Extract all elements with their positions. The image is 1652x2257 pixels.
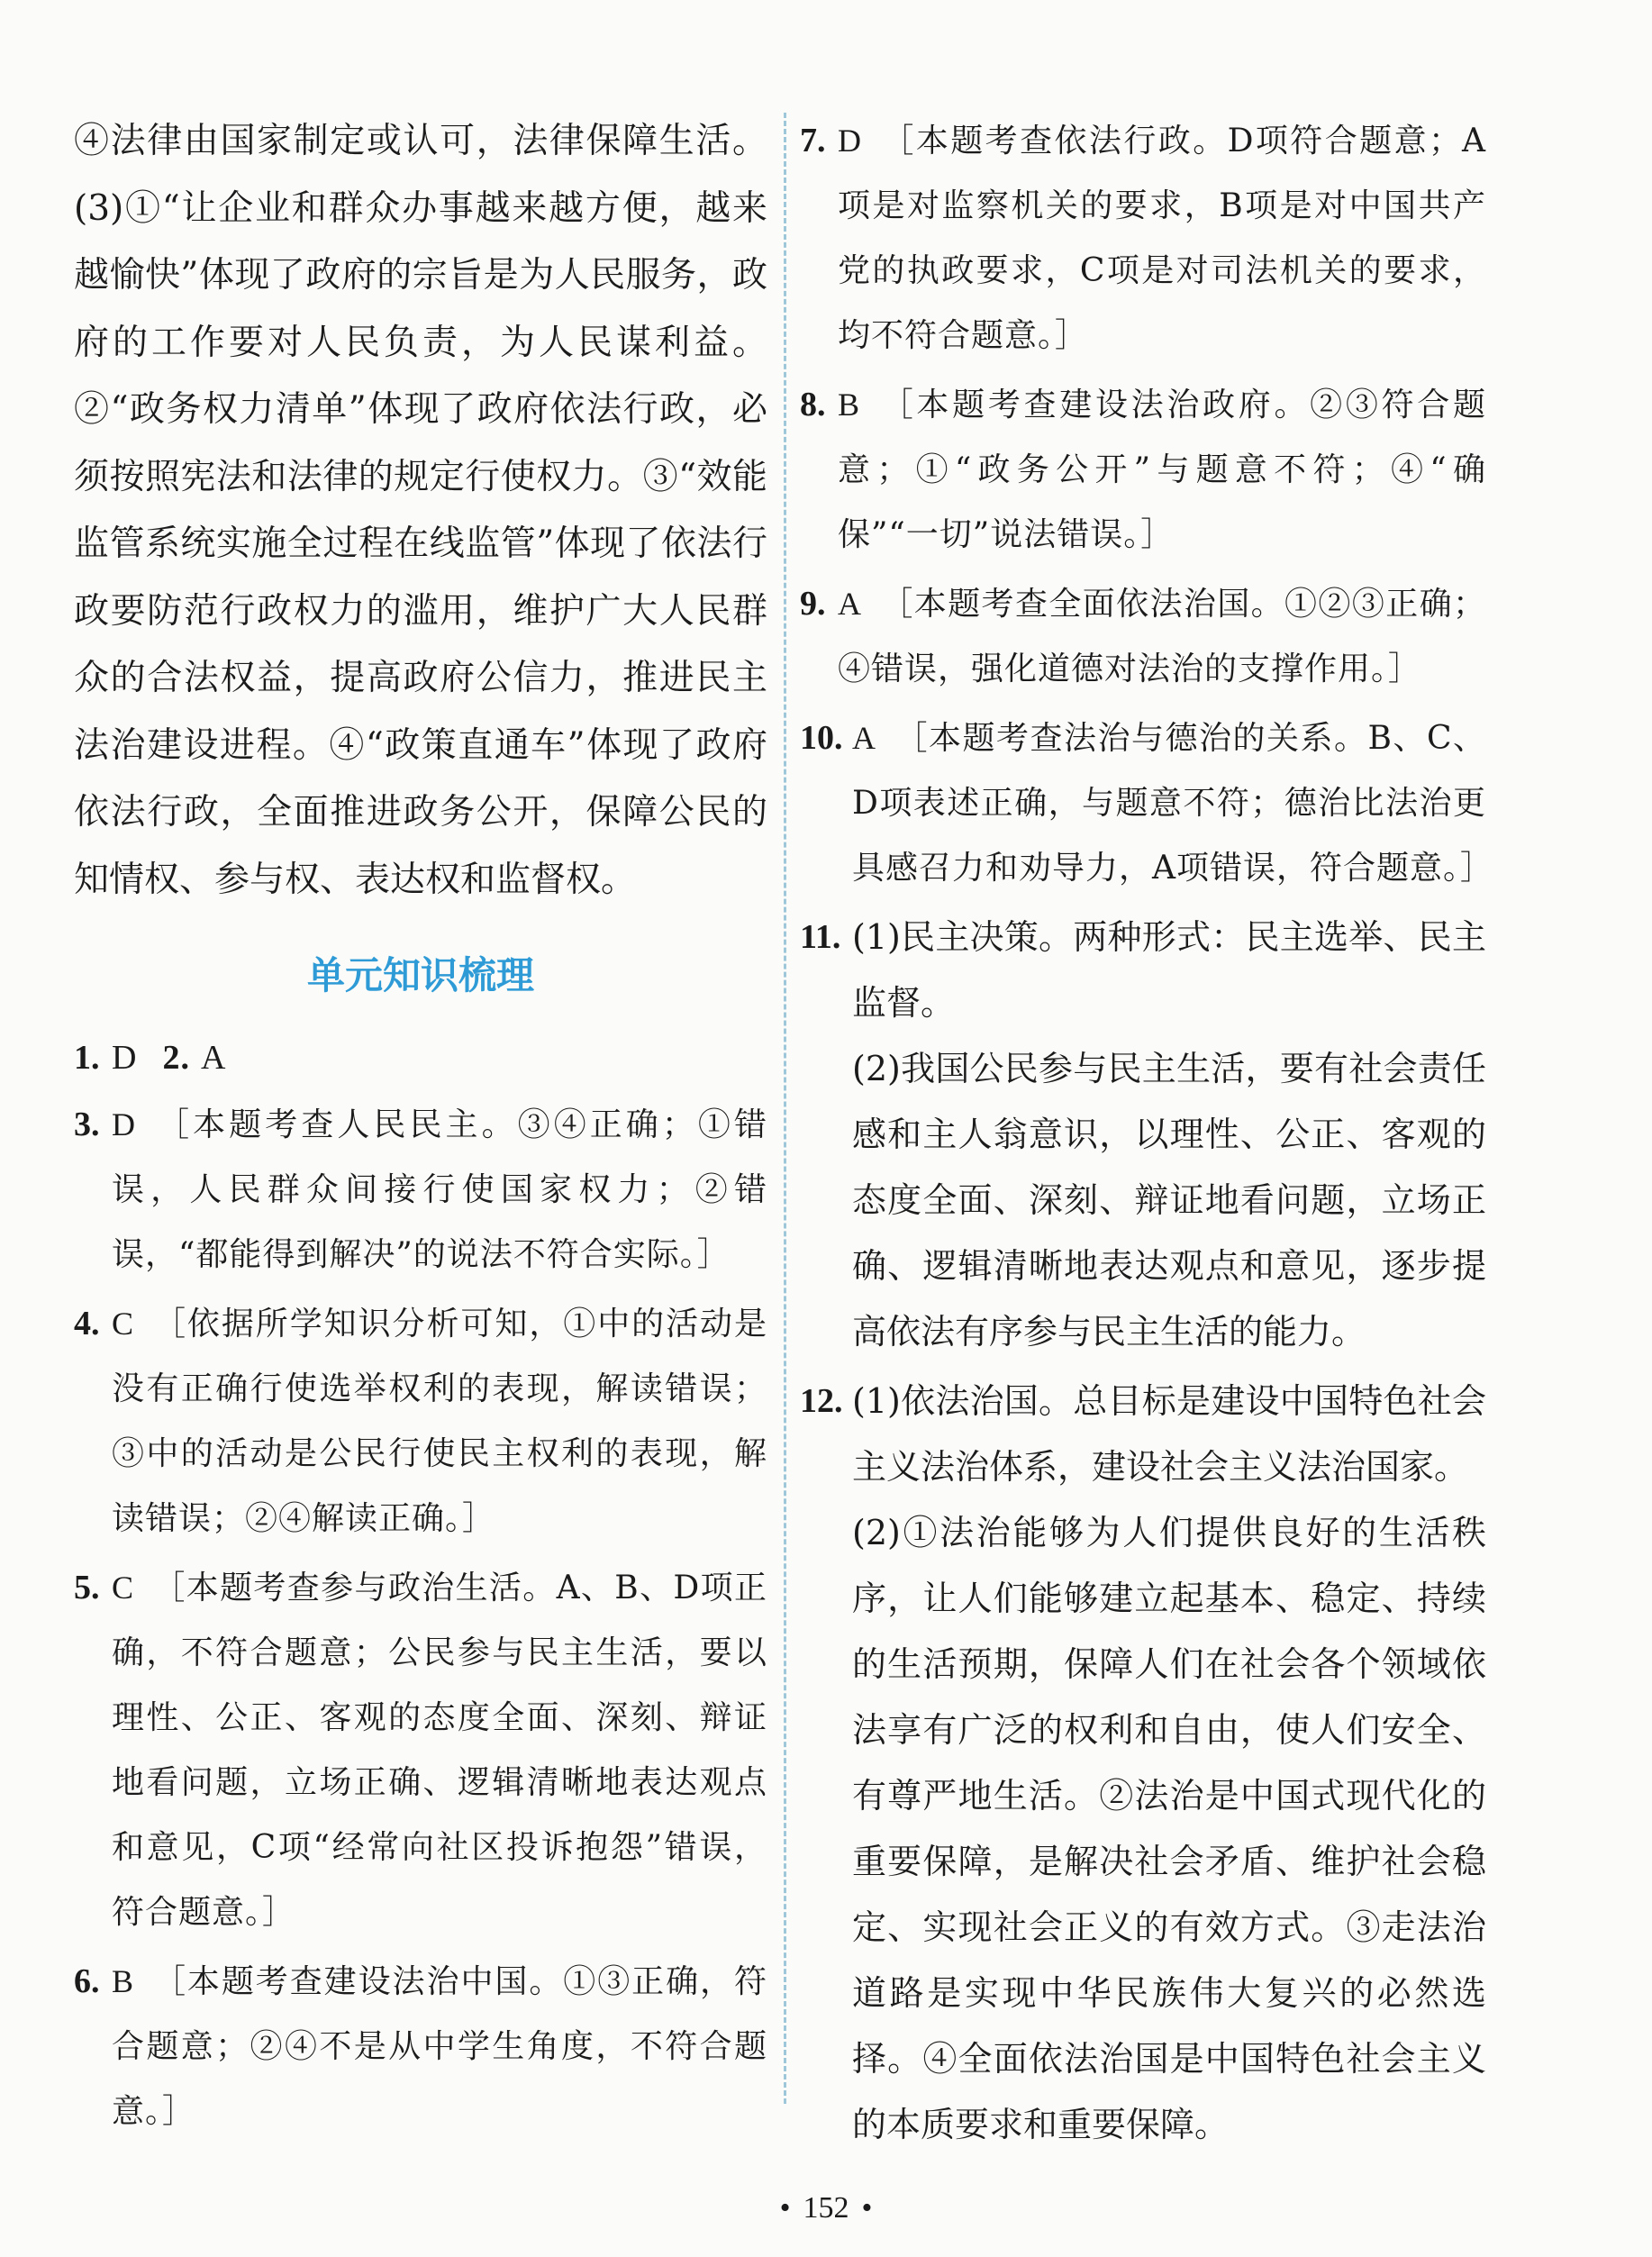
item-explanation: ［依据所学知识分析可知，①中的活动是没有正确行使选举权利的表现，解读错误；③中的活动是公民行使民主权利的表现，解读错误；②④解读正确。］ xyxy=(112,1306,767,1537)
page-number-bullet: • xyxy=(779,2191,791,2225)
item-answer: A xyxy=(200,1039,227,1077)
item-explanation: ［本题考查依法行政。D项符合题意；A项是对监察机关的要求，B项是对中国共产党的执政要求，C项是对司法机关的要求，均不符合题意。］ xyxy=(838,123,1486,354)
item-part-2: (2)我国公民参与民主生活，要有社会责任感和主人翁意识，以理性、公正、客观的态度全面、深刻、辩证地看问题，立场正确、逻辑清晰地表达观点和意见，逐步提高依法有序参与民主生活的能力。 xyxy=(852,1049,1486,1351)
item-answer: D xyxy=(838,123,862,159)
left-column xyxy=(74,108,767,2144)
item-number: 6. xyxy=(74,1962,100,2000)
item-explanation: ［本题考查参与政治生活。A、B、D项正确，不符合题意；公民参与民主生活，要以理性、公正、客观的态度全面、深刻、辩证地看问题，立场正确、逻辑清晰地表达观点和意见，C项“经常向社区投诉抱怨”错误，符合题意。］ xyxy=(112,1570,767,1931)
item-part-1: (1)依法治国。总目标是建设中国特色社会主义法治体系，建设社会主义法治国家。 xyxy=(852,1381,1486,1487)
item-answer: B xyxy=(838,387,861,423)
answer-item-3 xyxy=(74,1092,767,1288)
answer-item-12 xyxy=(800,1369,1486,2158)
item-explanation: ［本题考查建设法治中国。①③正确，符合题意；②④不是从中学生角度，不符合题意。］ xyxy=(112,1963,767,2130)
page-number-bullet: • xyxy=(861,2191,873,2225)
section-title: 单元知识梳理 xyxy=(306,953,534,997)
item-answer: D xyxy=(112,1106,136,1142)
answer-item-1-2 xyxy=(74,1025,767,1092)
intro-paragraph-3: (3)①“让企业和群众办事越来越方便，越来越愉快”体现了政府的宗旨是为人民服务，政府的工作要对人民负责，为人民谋利益。②“政务权力清单”体现了政府依法行政，必须按照宪法和法律的规定行使权力。③“效能监管系统实施全过程在线监管”体现了依法行政要防范行政权力的滥用，维护广大人民群众的合法权益，提高政府公信力，推进民主法治建设进程。④“政策直通车”体现了政府依法行政，全面推进政务公开，保障公民的知情权、参与权、表达权和监督权。 xyxy=(74,187,767,900)
answer-item-11 xyxy=(800,905,1486,1365)
item-answer: B xyxy=(112,1963,135,1999)
item-number: 5. xyxy=(74,1569,100,1606)
item-number: 12. xyxy=(800,1382,843,1420)
right-column xyxy=(800,108,1493,2158)
item-answer: A xyxy=(838,586,862,622)
intro-line-4: ④法律由国家制定或认可，法律保障生活。 xyxy=(74,121,767,161)
answer-item-10 xyxy=(800,705,1493,901)
answer-item-8 xyxy=(800,372,1486,568)
answer-item-7 xyxy=(800,108,1486,369)
item-explanation: ［本题考查全面依法治国。①②③正确；④错误，强化道德对法治的支撑作用。］ xyxy=(838,586,1486,687)
item-number: 2. xyxy=(162,1039,190,1077)
item-answer: C xyxy=(112,1306,135,1342)
item-explanation: ［本题考查人民民主。③④正确；①错误，人民群众间接行使国家权力；②错误，“都能得到解决”的说法不符合实际。］ xyxy=(112,1106,767,1273)
item-number: 9. xyxy=(800,585,826,623)
item-number: 1. xyxy=(74,1039,100,1077)
page-number-value: 152 xyxy=(803,2191,849,2225)
item-number: 10. xyxy=(800,719,843,757)
answer-item-4 xyxy=(74,1291,767,1552)
item-number: 4. xyxy=(74,1305,100,1342)
item-part-2: (2)①法治能够为人们提供良好的生活秩序，让人们能够建立起基本、稳定、持续的生活预期，保障人们在社会各个领域依法享有广泛的权利和自由，使人们安全、有尊严地生活。②法治是中国式现代化的重要保障，是解决社会矛盾、维护社会稳定、实现社会正义的有效方式。③走法治道路是实现中华民族伟大复兴的必然选择。④全面依法治国是中国特色社会主义的本质要求和重要保障。 xyxy=(852,1513,1486,2144)
item-explanation: ［本题考查法治与德治的关系。B、C、D项表述正确，与题意不符；德治比法治更具感召力和劝导力，A项错误，符合题意。］ xyxy=(852,720,1493,887)
item-number: 7. xyxy=(800,122,826,159)
item-answer: A xyxy=(852,720,876,756)
item-explanation: ［本题考查建设法治政府。②③符合题意；①“政务公开”与题意不符；④“确保”“一切”说法错误。］ xyxy=(838,387,1486,553)
item-number: 8. xyxy=(800,386,826,423)
item-number: 11. xyxy=(800,918,841,956)
item-number: 3. xyxy=(74,1106,100,1143)
item-part-1: (1)民主决策。两种形式：民主选举、民主监督。 xyxy=(852,917,1486,1023)
item-answer: C xyxy=(112,1570,135,1606)
answer-item-6 xyxy=(74,1949,767,2144)
page-number xyxy=(0,2191,1652,2225)
answer-item-5 xyxy=(74,1555,767,1945)
answer-item-9 xyxy=(800,571,1486,702)
item-answer: D xyxy=(112,1039,138,1077)
column-divider xyxy=(784,113,786,2104)
